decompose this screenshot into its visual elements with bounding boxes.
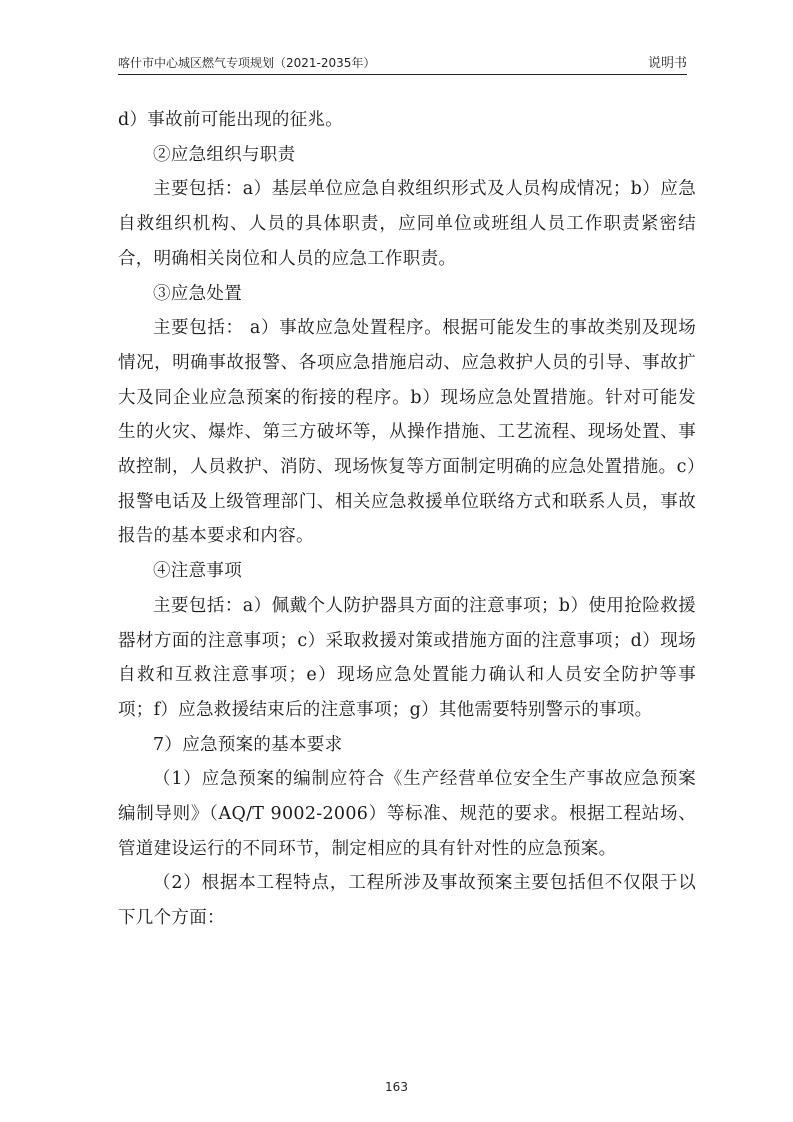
paragraph-2: 主要包括：a）基层单位应急自救组织形式及人员构成情况；b）应急自救组织机构、人员的具体职责，应同单位或班组人员工作职责紧密结合，明确相关岗位和人员的应急工作职责。: [118, 179, 696, 269]
document-title: 喀什市中心城区燃气专项规划（2021-2035年）: [118, 56, 376, 70]
paragraph-4: 主要包括：a）佩戴个人防护器具方面的注意事项；b）使用抢险救援器材方面的注意事项；c）采取救援对策或措施方面的注意事项；d）现场自救和互救注意事项；e）现场应急处置能力确认和人员安全防护等事项；f）应急救援结束后的注意事项；g）其他需要特别警示的事项。: [118, 595, 696, 720]
subheading-emergency-organization: ②应急组织与职责: [153, 144, 296, 165]
page-header: [118, 52, 687, 75]
subheading-precautions: ④注意事项: [153, 561, 242, 582]
subheading-emergency-response: ③应急处置: [153, 283, 242, 304]
paragraph-1: d）事故前可能出现的征兆。: [118, 110, 344, 130]
subheading-basic-requirements: 7）应急预案的基本要求: [153, 734, 343, 755]
body-text: [118, 103, 696, 936]
paragraph-5: （1）应急预案的编制应符合《生产经营单位安全生产事故应急预案编制导则》（AQ/T 9002-2006）等标准、规范的要求。根据工程站场、管道建设运行的不同环节，制定相应的具有针对性的应急预案。: [118, 769, 696, 859]
section-label: 说明书: [647, 56, 687, 71]
paragraph-6: （2）根据本工程特点，工程所涉及事故预案主要包括但不仅限于以下几个方面：: [118, 873, 696, 929]
paragraph-3: 主要包括： a）事故应急处置程序。根据可能发生的事故类别及现场情况，明确事故报警、各项应急措施启动、应急救护人员的引导、事故扩大及同企业应急预案的衔接的程序。b）现场应急处置措施。针对可能发生的火灾、爆炸、第三方破坏等，从操作措施、工艺流程、现场处置、事故控制，人员救护、消防、现场恢复等方面制定明确的应急处置措施。c）报警电话及上级管理部门、相关应急救援单位联络方式和联系人员，事故报告的基本要求和内容。: [118, 318, 696, 547]
page-number: 163: [385, 1080, 408, 1094]
